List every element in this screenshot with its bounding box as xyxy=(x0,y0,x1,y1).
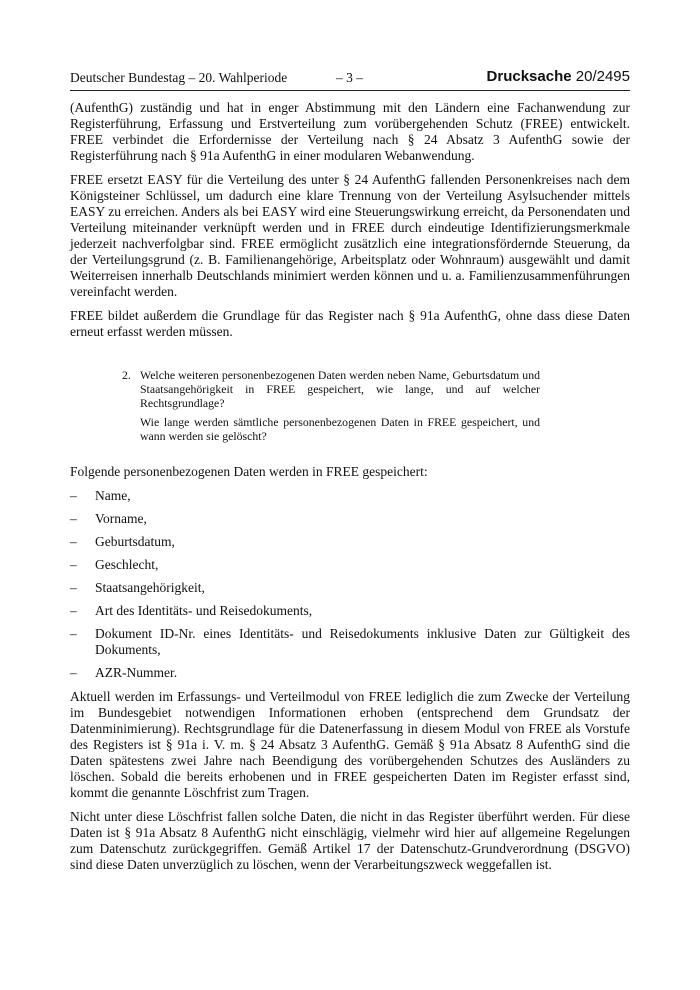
list-item: – Dokument ID-Nr. eines Identitäts- und Reisedokuments inklusive Daten zur Gültigkeit des Dokuments, xyxy=(70,626,630,657)
document-number xyxy=(487,68,630,85)
page-header xyxy=(70,68,630,91)
list-item: – Geschlecht, xyxy=(70,557,159,572)
page-body xyxy=(70,100,630,881)
list-item: – AZR-Nummer. xyxy=(70,665,178,680)
stored-data-list xyxy=(70,488,630,681)
question-block xyxy=(122,368,540,448)
document-number-label: Drucksache xyxy=(486,68,572,85)
paragraph-data-collection: Aktuell werden im Erfassungs- und Verteilmodul von FREE lediglich die zum Zwecke der Verteilung im Bundesgebiet notwendigen Informationen erhoben (entsprechend dem Grundsatz der Datenminimierung). Rechtsgrundlage für die Datenerfassung in diesem Modul von FREE als Vorstufe des Registers ist § 91a i. V. m. § 24 Absatz 3 AufenthG. Gemäß § 91a Absatz 8 AufenthG sind die Daten spätestens zwei Jahre nach Beendigung des vorübergehenden Schutzes des Ausländers zu löschen. Sobald die bereits erhobenen und in FREE gespeicherten Daten im Register erfasst sind, kommt die genannte Löschfrist zum Tragen. xyxy=(70,689,630,800)
list-item: – Vorname, xyxy=(70,511,147,526)
header-publication: Deutscher Bundestag – 20. Wahlperiode xyxy=(70,70,288,85)
question-text: Welche weiteren personenbezogenen Daten werden neben Name, Geburtsdatum und Staatsangehörigkeit in FREE gespeichert, wie lange, und auf welcher Rechtsgrundlage? xyxy=(140,368,540,410)
list-item: – Staatsangehörigkeit, xyxy=(70,580,205,595)
list-item: – Name, xyxy=(70,488,131,503)
question-followup: Wie lange werden sämtliche personenbezogenen Daten in FREE gespeichert, und wann werden sie gelöscht? xyxy=(140,415,540,443)
paragraph-register-basis: FREE bildet außerdem die Grundlage für das Register nach § 91a AufenthG, ohne dass diese Daten erneut erfasst werden müssen. xyxy=(70,308,630,339)
paragraph-free-intro: (AufenthG) zuständig und hat in enger Abstimmung mit den Ländern eine Fachanwendung zur Registerführung, Erfassung und Erstverteilung zum vorübergehenden Schutz (FREE) entwickelt. FREE verbindet die Erfordernisse der Verteilung nach § 24 Absatz 3 AufenthG sowie der Registerführung nach § 91a AufenthG in einer modularen Webanwendung. xyxy=(70,100,630,163)
list-item: – Geburtsdatum, xyxy=(70,534,175,549)
paragraph-stored-data-intro: Folgende personenbezogenen Daten werden in FREE gespeichert: xyxy=(70,464,428,479)
question-number: 2. xyxy=(122,368,131,382)
document-number-value: 20/2495 xyxy=(575,68,630,85)
paragraph-deletion: Nicht unter diese Löschfrist fallen solche Daten, die nicht in das Register überführt werden. Für diese Daten ist § 91a Absatz 8 AufenthG nicht einschlägig, vielmehr wird hier auf allgemeine Regelungen zum Datenschutz zurückgegriffen. Gemäß Artikel 17 der Datenschutz-Grundverordnung (DSGVO) sind diese Daten unverzüglich zu löschen, wenn der Verarbeitungszweck weggefallen ist. xyxy=(70,809,630,872)
page-number: – 3 – xyxy=(336,70,363,85)
paragraph-free-replaces-easy: FREE ersetzt EASY für die Verteilung des unter § 24 AufenthG fallenden Personenkreises nach dem Königsteiner Schlüssel, um dadurch eine klare Trennung von der Verteilung Asylsuchender mittels EASY zu erreichen. Anders als bei EASY wird eine Steuerungswirkung erreicht, da Personendaten und Verteilung miteinander verknüpft werden und in FREE durch eindeutige Identifizierungsmerkmale jederzeit nachverfolgbar sind. FREE ermöglicht zusätzlich eine integrationsfördernde Steuerung, da der Verteilungsgrund (z. B. Familienangehörige, Arbeitsplatz oder Wohnraum) ausgewählt und damit Weiterreisen innerhalb Deutschlands minimiert werden können und u. a. Familienzusammenführungen vereinfacht werden. xyxy=(70,172,630,299)
list-item: – Art des Identitäts- und Reisedokuments, xyxy=(70,603,313,618)
